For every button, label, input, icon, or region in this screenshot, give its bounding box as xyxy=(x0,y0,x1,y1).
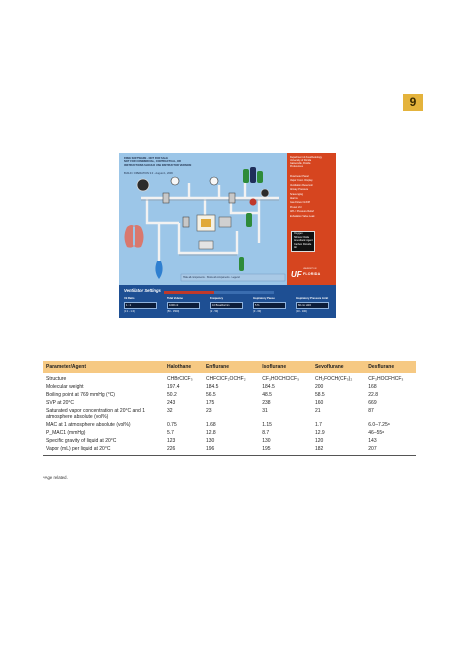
value-cell: 130 xyxy=(205,438,215,445)
value-cell: 32 xyxy=(167,407,173,414)
table-footnote: ᵃAge related. xyxy=(43,475,68,480)
table-row xyxy=(43,373,416,383)
value-cell: 22.8 xyxy=(368,391,378,398)
reservoir-bag-icon xyxy=(155,261,162,279)
value-cell: CH₂FOCH(CF₃)₂ xyxy=(314,376,353,382)
frequency-control[interactable]: Frequency 10 Breaths/min (2 - 50) xyxy=(210,297,250,313)
value-cell: 5.7 xyxy=(167,430,174,437)
component-list-item[interactable]: Flowmeter Panel xyxy=(290,175,309,178)
value-cell: 12.8 xyxy=(205,430,216,437)
value-cell: 669 xyxy=(368,399,377,406)
pressure-gauge-icon xyxy=(250,199,257,206)
value-cell: 243 xyxy=(167,399,176,406)
parameter-cell: Structure xyxy=(46,376,67,382)
value-cell: 123 xyxy=(167,438,176,445)
value-cell: 207 xyxy=(365,446,416,456)
ventilator-slider[interactable] xyxy=(164,291,214,294)
ie-ratio-field[interactable]: 1 : 2 xyxy=(124,302,157,309)
tidal-volume-field[interactable]: 1000 ml xyxy=(167,302,200,309)
absorber-canister-icon xyxy=(219,217,231,227)
parameter-cell: MAC at 1 atmosphere absolute (vol%) xyxy=(46,422,131,429)
value-cell: 238 xyxy=(262,399,271,406)
value-cell: 56.5 xyxy=(205,391,216,398)
valve-icon xyxy=(183,217,189,227)
value-cell: 195 xyxy=(259,446,312,456)
component-list-item[interactable]: Preset Vol xyxy=(290,205,302,209)
value-cell: 168 xyxy=(368,383,377,390)
pressure-gauge-icon xyxy=(210,177,218,185)
pressure-gauge-icon xyxy=(137,179,149,191)
value-cell: 48.5 xyxy=(262,391,272,398)
value-cell: CF₃HOCFHCF₃ xyxy=(368,376,404,382)
parameter-cell: SVP at 20°C xyxy=(46,399,75,406)
value-cell: 21 xyxy=(314,407,321,414)
value-cell: 184.5 xyxy=(205,383,219,390)
parameter-cell: Molecular weight xyxy=(46,383,84,390)
ventilator-settings-bar xyxy=(119,285,336,318)
chapter-number-badge: 9 xyxy=(403,94,423,111)
gas-cylinder-icon xyxy=(246,213,252,227)
value-cell: 143 xyxy=(368,438,377,445)
component-list-item[interactable]: APL / Pressure Relief xyxy=(290,210,314,214)
value-cell: 1.68 xyxy=(205,422,216,429)
value-cell: 1.7 xyxy=(314,422,322,429)
value-cell: 160 xyxy=(314,399,324,406)
value-cell: 8.7 xyxy=(262,430,270,437)
value-cell: 31 xyxy=(262,407,268,414)
table-row xyxy=(43,446,416,456)
table-row xyxy=(43,399,416,407)
parameter-cell: Vapor (mL) per liquid at 20°C xyxy=(43,446,164,456)
value-cell: 23 xyxy=(205,407,212,414)
value-cell: CF₃HOCHClCF₃ xyxy=(262,376,300,382)
anesthetic-agents-table xyxy=(43,361,416,456)
value-cell: 175 xyxy=(205,399,215,406)
value-cell: 130 xyxy=(262,438,271,445)
value-cell: CHBrClCF₃ xyxy=(167,376,193,382)
side-panel-title: Department of Anesthesiology University of Florida Gainesville, Florida Preferences xyxy=(290,156,322,168)
table-row xyxy=(43,438,416,446)
pressure-gauge-icon xyxy=(171,177,179,185)
value-cell: 182 xyxy=(312,446,365,456)
value-cell: 197.4 xyxy=(167,383,180,390)
component-list-item[interactable]: Alarms xyxy=(290,197,298,201)
value-cell: 120 xyxy=(314,438,324,445)
column-header: Enflurane xyxy=(205,364,230,370)
parameter-cell: Specific gravity of liquid at 20°C xyxy=(46,438,117,445)
parameter-cell: Saturated vapor concentration at 20°C and 1 atmosphere absolute (vol%) xyxy=(46,407,146,421)
simulator-version: BUILD / OPERATION 3.0 - August 1, 2006 xyxy=(124,172,173,175)
absorber-canister-icon xyxy=(199,241,213,249)
value-cell: 226 xyxy=(164,446,203,456)
frequency-field[interactable]: 10 Breaths/min xyxy=(210,302,243,309)
table-row xyxy=(43,422,416,430)
table-row xyxy=(43,383,416,391)
gas-cylinder-icon xyxy=(243,169,249,183)
table-header-row xyxy=(43,361,416,373)
inspiratory-pause-field[interactable]: 5 % xyxy=(253,302,286,309)
breathing-circuit-diagram xyxy=(119,153,287,285)
component-list-item[interactable]: Exhalation Valve Leak xyxy=(290,214,315,218)
simulator-caption-strip[interactable]: Hide all components · Show all components · Legend xyxy=(183,276,240,279)
simulator-side-panel xyxy=(287,153,336,285)
component-list xyxy=(290,175,334,219)
component-list-item[interactable]: Gas Flows On/Off xyxy=(290,201,310,205)
value-cell: 0.75 xyxy=(167,422,177,429)
pressure-limit-control[interactable]: Inspiratory Pressure Limit 60 cm H2O (10 - 100) xyxy=(296,297,329,313)
tidal-volume-control[interactable]: Tidal Volume 1000 ml (50 - 1500) xyxy=(167,297,207,313)
component-list-item[interactable]: Scavenging xyxy=(290,192,304,196)
valve-icon xyxy=(163,193,169,203)
gas-cylinder-icon xyxy=(250,167,256,183)
value-cell: CHFClCF₂OCHF₂ xyxy=(205,376,246,382)
gas-agent-legend: Oxygen Nitrous Oxide Anesthetic Agent Carbon Dioxide Air xyxy=(291,231,315,252)
column-header: Halothane xyxy=(167,364,192,370)
component-list-item[interactable]: Vapor Conc. Display xyxy=(290,179,313,183)
column-header: Desflurane xyxy=(368,364,395,370)
table-row xyxy=(43,391,416,399)
value-cell: 184.5 xyxy=(262,383,275,390)
value-cell: 46–55ᵃ xyxy=(368,430,385,437)
gas-cylinder-icon xyxy=(239,257,244,271)
value-cell: 50.2 xyxy=(167,391,177,398)
value-cell: 1.15 xyxy=(262,422,272,429)
anesthesia-machine-simulator-image xyxy=(119,153,336,318)
column-header: Sevoflurane xyxy=(314,364,344,370)
value-cell: 196 xyxy=(203,446,259,456)
simulator-notice: FREE SOFTWARE - NOT FOR SALE NOT FOR COMMERCIAL, CONTRACTUAL, OR INSTRUCTIONS SHOULD USE INSTRUCTOR VERSION xyxy=(124,157,192,167)
simulator-schematic xyxy=(119,153,287,285)
table-row xyxy=(43,430,416,438)
value-cell: 58.5 xyxy=(314,391,325,398)
inspiratory-pause-control[interactable]: Inspiratory Pause 5 % (0 - 60) xyxy=(253,297,293,313)
component-list-item[interactable]: Ventilation Reservoir xyxy=(290,183,313,187)
pressure-gauge-icon xyxy=(261,189,269,197)
value-cell: 12.9 xyxy=(314,430,325,437)
ie-ratio-control[interactable]: I:E Ratio 1 : 2 (1:1 - 1:4) xyxy=(124,297,164,313)
column-header: Parameter/Agent xyxy=(46,364,87,370)
ventilator-settings-title: Ventilator Settings xyxy=(124,288,161,293)
valve-icon xyxy=(229,193,235,203)
value-cell: 87 xyxy=(368,407,374,414)
gas-cylinder-icon xyxy=(257,171,263,183)
table-row xyxy=(43,407,416,422)
lungs-icon xyxy=(125,225,144,248)
column-header: Isoflurane xyxy=(262,364,287,370)
parameter-cell: Boiling point at 769 mmHg (°C) xyxy=(46,391,115,398)
component-list-item[interactable]: Airway Pressure xyxy=(290,188,309,192)
value-cell: 200 xyxy=(314,383,324,390)
ventilator-slider-track xyxy=(214,291,274,294)
university-logo: UNIVERSITY OF UF FLORIDA xyxy=(291,268,321,279)
value-cell: 6.0–7.25ᵃ xyxy=(368,422,390,429)
pressure-limit-field[interactable]: 60 cm H2O xyxy=(296,302,329,309)
parameter-cell: P_MAC1 (mmHg) xyxy=(46,430,86,437)
